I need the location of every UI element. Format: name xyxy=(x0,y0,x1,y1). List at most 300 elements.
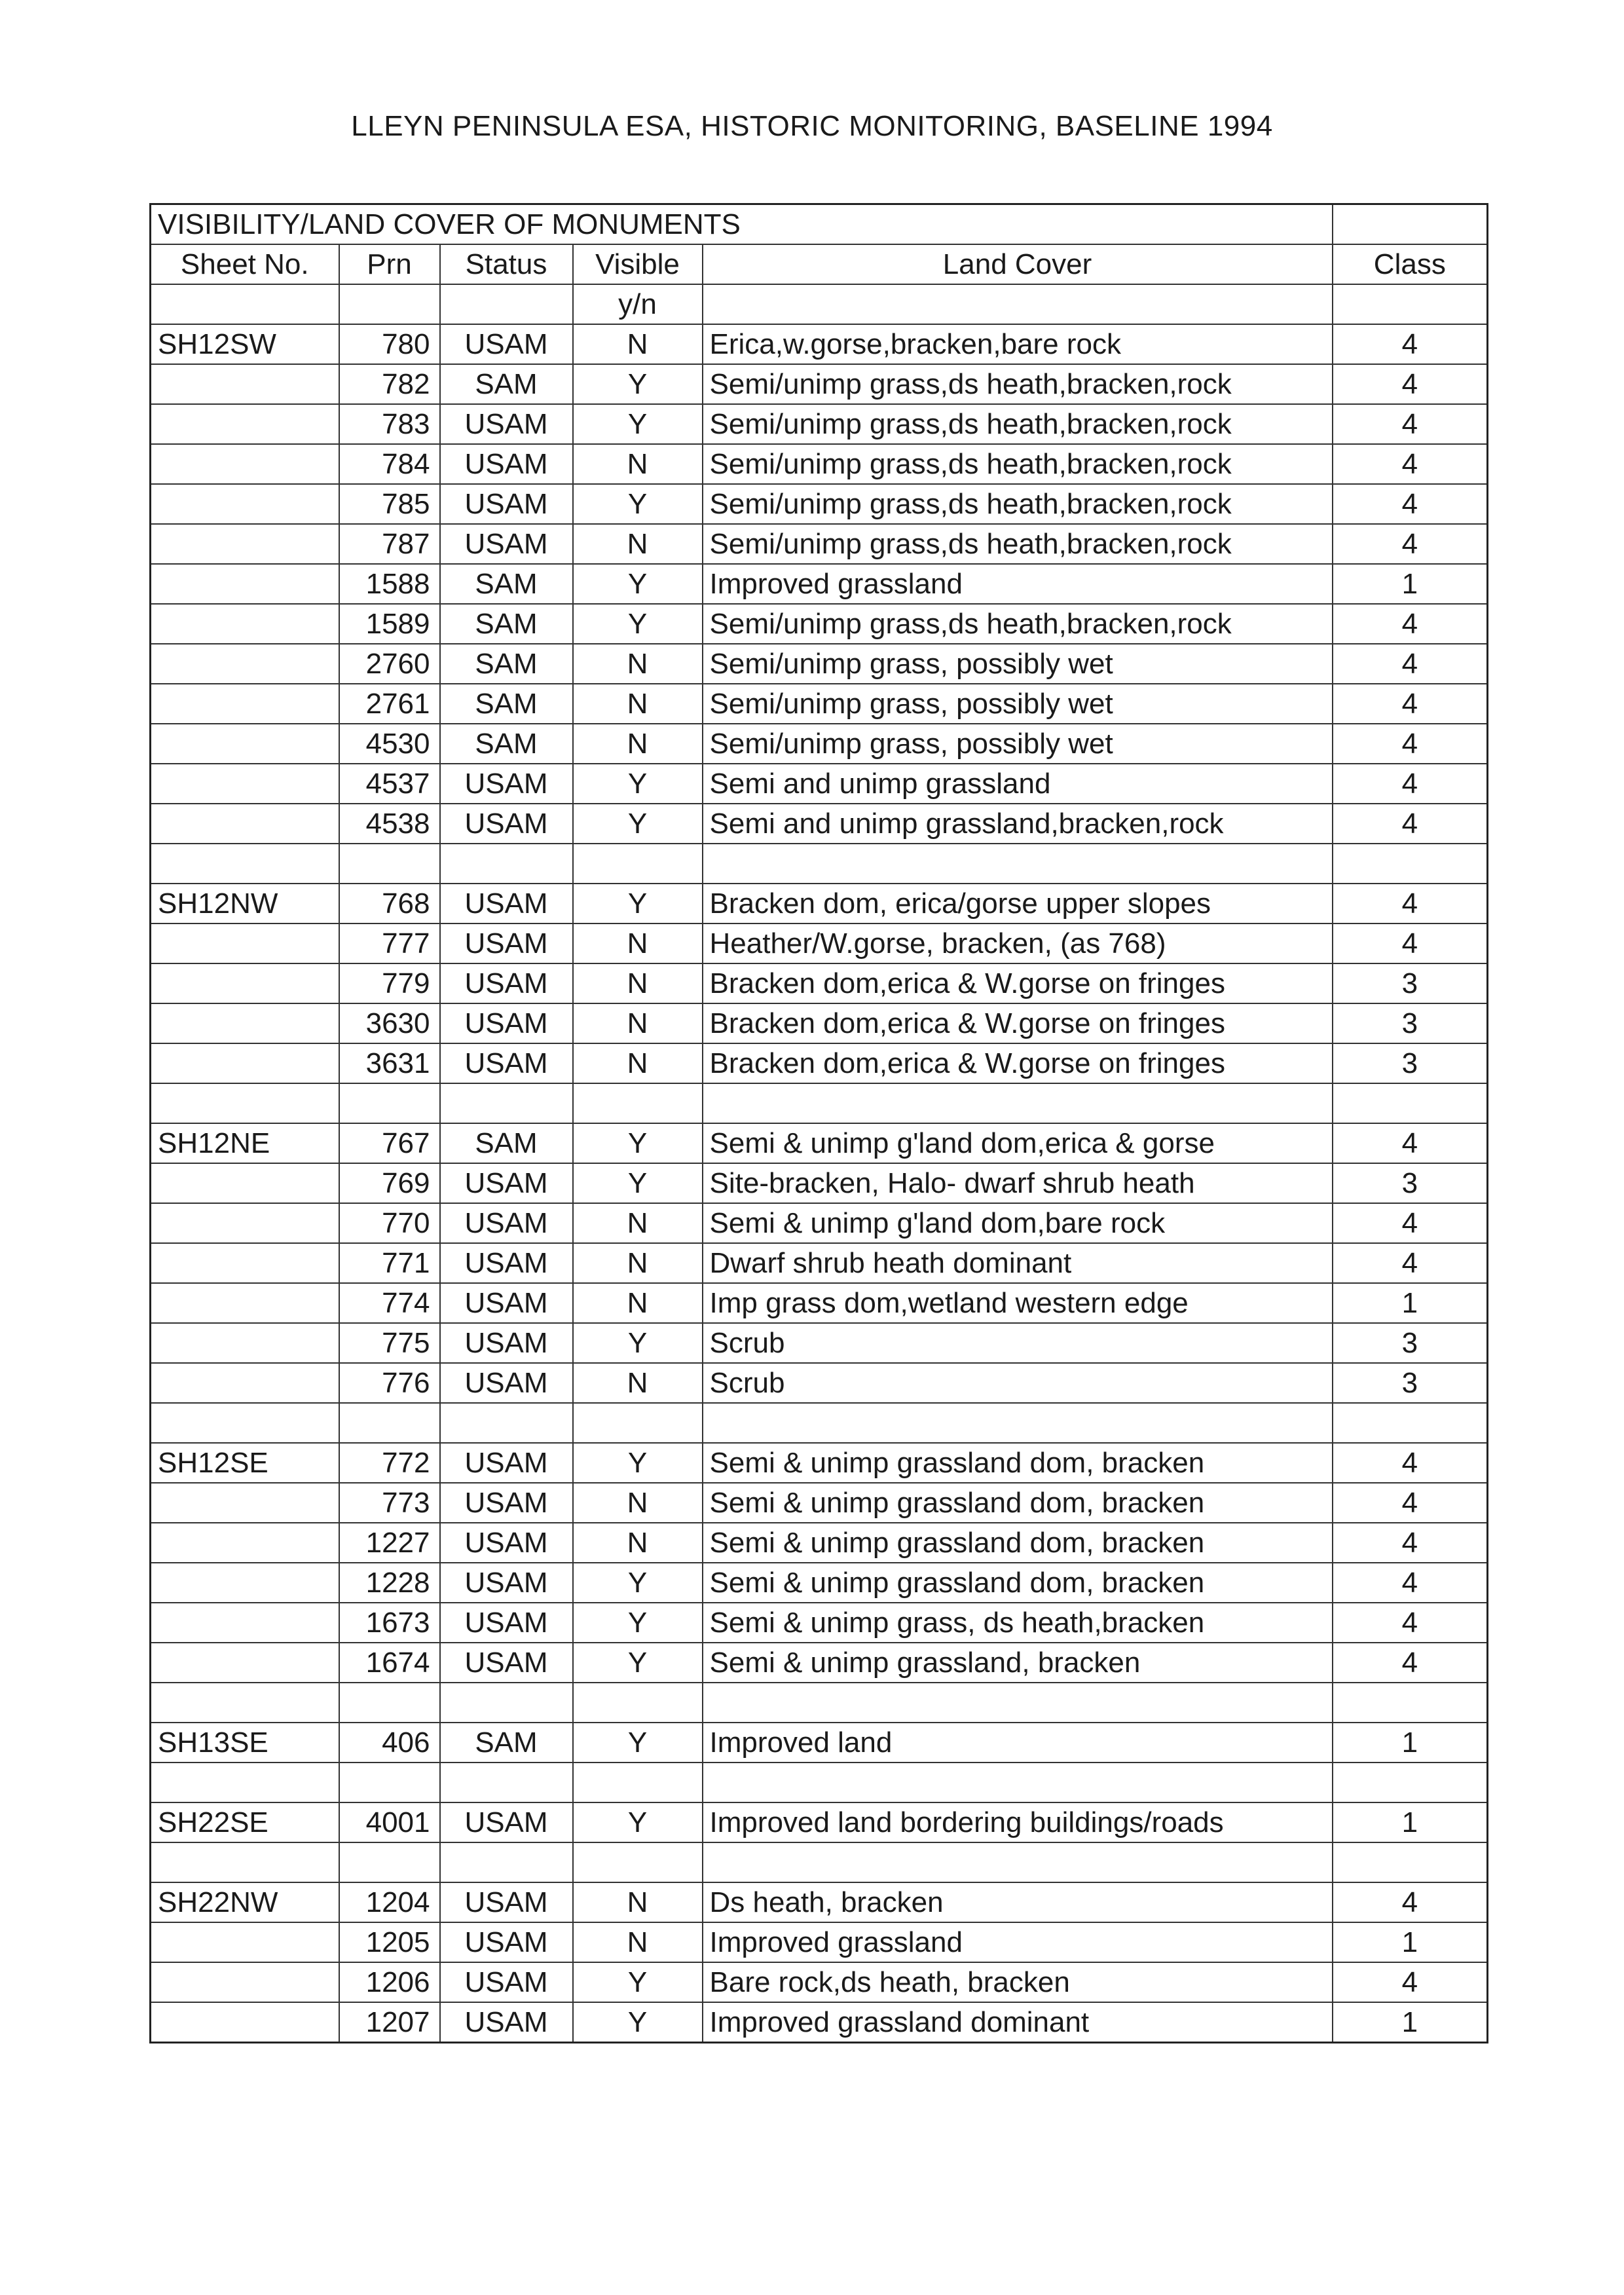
cell-land-cover: Semi/unimp grass,ds heath,bracken,rock xyxy=(703,404,1333,444)
cell-status: SAM xyxy=(440,1123,573,1163)
cell-sheet-no: SH12SE xyxy=(151,1443,339,1483)
cell-status xyxy=(440,1083,573,1123)
table-row xyxy=(151,484,1488,524)
cell-visible: Y xyxy=(573,1443,703,1483)
table-row xyxy=(151,804,1488,844)
cell-prn: 1227 xyxy=(339,1523,440,1563)
cell-sheet-no xyxy=(151,524,339,564)
cell-sheet-no xyxy=(151,1363,339,1403)
table-row xyxy=(151,1443,1488,1483)
cell-class: 3 xyxy=(1333,1323,1488,1363)
cell-visible: N xyxy=(573,1363,703,1403)
cell-prn xyxy=(339,1842,440,1882)
cell-prn: 1205 xyxy=(339,1922,440,1962)
cell-status: USAM xyxy=(440,1203,573,1243)
cell-sheet-no xyxy=(151,1483,339,1523)
cell-status: SAM xyxy=(440,364,573,404)
table-row xyxy=(151,764,1488,804)
cell-prn xyxy=(339,844,440,884)
cell-class: 4 xyxy=(1333,1243,1488,1283)
cell-land-cover: Semi/unimp grass,ds heath,bracken,rock xyxy=(703,604,1333,644)
cell-prn: 1204 xyxy=(339,1882,440,1922)
cell-class xyxy=(1333,1763,1488,1802)
table-spacer-row xyxy=(151,844,1488,884)
cell-class: 4 xyxy=(1333,1962,1488,2002)
cell-visible: Y xyxy=(573,404,703,444)
cell-sheet-no xyxy=(151,844,339,884)
cell-visible: N xyxy=(573,1523,703,1563)
cell-land-cover xyxy=(703,1683,1333,1723)
table-row xyxy=(151,1603,1488,1643)
cell-visible xyxy=(573,1083,703,1123)
cell-prn xyxy=(339,1763,440,1802)
cell-prn: 4537 xyxy=(339,764,440,804)
cell-class: 4 xyxy=(1333,1523,1488,1563)
cell-visible: N xyxy=(573,724,703,764)
cell-land-cover: Semi & unimp g'land dom,bare rock xyxy=(703,1203,1333,1243)
cell-land-cover: Bracken dom, erica/gorse upper slopes xyxy=(703,884,1333,924)
cell-prn: 1673 xyxy=(339,1603,440,1643)
cell-visible xyxy=(573,844,703,884)
cell-class: 4 xyxy=(1333,484,1488,524)
cell-visible: Y xyxy=(573,1643,703,1683)
cell-class: 4 xyxy=(1333,604,1488,644)
cell-visible xyxy=(573,1683,703,1723)
cell-class: 4 xyxy=(1333,884,1488,924)
cell-land-cover: Semi & unimp grassland dom, bracken xyxy=(703,1443,1333,1483)
cell-visible: N xyxy=(573,444,703,484)
cell-sheet-no: SH12SW xyxy=(151,324,339,364)
cell-prn: 4538 xyxy=(339,804,440,844)
cell-status: SAM xyxy=(440,724,573,764)
cell-prn: 1589 xyxy=(339,604,440,644)
cell-status: USAM xyxy=(440,524,573,564)
cell-status: SAM xyxy=(440,604,573,644)
cell-sheet-no: SH13SE xyxy=(151,1723,339,1763)
cell-land-cover xyxy=(703,1842,1333,1882)
cell-land-cover: Scrub xyxy=(703,1363,1333,1403)
cell-class xyxy=(1333,1683,1488,1723)
table-row xyxy=(151,404,1488,444)
cell-land-cover: Improved grassland xyxy=(703,1922,1333,1962)
cell-land-cover: Semi/unimp grass, possibly wet xyxy=(703,724,1333,764)
cell-visible: Y xyxy=(573,1962,703,2002)
cell-sheet-no xyxy=(151,1043,339,1083)
cell-sheet-no xyxy=(151,1163,339,1203)
table-row xyxy=(151,1962,1488,2002)
cell-prn: 2760 xyxy=(339,644,440,684)
table-row xyxy=(151,684,1488,724)
table-spacer-row xyxy=(151,1842,1488,1882)
table-row xyxy=(151,324,1488,364)
cell-prn: 3630 xyxy=(339,1003,440,1043)
cell-sheet-no xyxy=(151,1523,339,1563)
cell-land-cover xyxy=(703,844,1333,884)
cell-status: USAM xyxy=(440,1603,573,1643)
cell-class: 4 xyxy=(1333,684,1488,724)
cell-visible: Y xyxy=(573,1802,703,1842)
table-caption-row xyxy=(151,204,1488,245)
cell-status: USAM xyxy=(440,1643,573,1683)
cell-prn: 769 xyxy=(339,1163,440,1203)
cell-class: 3 xyxy=(1333,1163,1488,1203)
cell-prn: 774 xyxy=(339,1283,440,1323)
cell-land-cover: Imp grass dom,wetland western edge xyxy=(703,1283,1333,1323)
cell-status: USAM xyxy=(440,2002,573,2043)
cell-class: 4 xyxy=(1333,1643,1488,1683)
cell-sheet-no xyxy=(151,364,339,404)
cell-prn: 1206 xyxy=(339,1962,440,2002)
header-land-cover: Land Cover xyxy=(703,244,1333,284)
table-row xyxy=(151,1163,1488,1203)
cell-sheet-no xyxy=(151,484,339,524)
cell-sheet-no xyxy=(151,1563,339,1603)
cell-prn: 776 xyxy=(339,1363,440,1403)
cell-status: USAM xyxy=(440,484,573,524)
table-spacer-row xyxy=(151,1683,1488,1723)
cell-prn xyxy=(339,1403,440,1443)
cell-class: 4 xyxy=(1333,764,1488,804)
cell-class xyxy=(1333,1403,1488,1443)
cell-status xyxy=(440,1683,573,1723)
cell-sheet-no xyxy=(151,804,339,844)
cell-prn: 777 xyxy=(339,924,440,963)
cell-sheet-no xyxy=(151,604,339,644)
table-row xyxy=(151,1483,1488,1523)
cell-status xyxy=(440,1763,573,1802)
cell-visible: Y xyxy=(573,1723,703,1763)
cell-sheet-no: SH22NW xyxy=(151,1882,339,1922)
cell-land-cover: Semi/unimp grass, possibly wet xyxy=(703,684,1333,724)
cell-land-cover xyxy=(703,1403,1333,1443)
cell-land-cover: Site-bracken, Halo- dwarf shrub heath xyxy=(703,1163,1333,1203)
table-row xyxy=(151,1643,1488,1683)
table-spacer-row xyxy=(151,1763,1488,1802)
cell-visible xyxy=(573,1842,703,1882)
cell-class: 1 xyxy=(1333,2002,1488,2043)
cell-prn: 2761 xyxy=(339,684,440,724)
cell-prn: 4530 xyxy=(339,724,440,764)
table-row xyxy=(151,1723,1488,1763)
table-row xyxy=(151,1323,1488,1363)
header-status: Status xyxy=(440,244,573,284)
cell-land-cover: Dwarf shrub heath dominant xyxy=(703,1243,1333,1283)
cell-land-cover: Improved grassland dominant xyxy=(703,2002,1333,2043)
table-row xyxy=(151,1043,1488,1083)
header-sheet-no: Sheet No. xyxy=(151,244,339,284)
table-row xyxy=(151,1363,1488,1403)
cell-prn: 1228 xyxy=(339,1563,440,1603)
cell-status: USAM xyxy=(440,1003,573,1043)
table-row xyxy=(151,1922,1488,1962)
cell-sheet-no xyxy=(151,1323,339,1363)
cell-prn: 772 xyxy=(339,1443,440,1483)
cell-land-cover: Erica,w.gorse,bracken,bare rock xyxy=(703,324,1333,364)
cell-sheet-no xyxy=(151,1962,339,2002)
cell-visible: Y xyxy=(573,604,703,644)
table-header-row xyxy=(151,244,1488,284)
header-visible: Visible xyxy=(573,244,703,284)
cell-class: 4 xyxy=(1333,404,1488,444)
cell-land-cover: Improved grassland xyxy=(703,564,1333,604)
cell-sheet-no xyxy=(151,1283,339,1323)
cell-visible: N xyxy=(573,963,703,1003)
table-row xyxy=(151,963,1488,1003)
cell-status xyxy=(440,1403,573,1443)
cell-class: 4 xyxy=(1333,804,1488,844)
cell-class: 4 xyxy=(1333,1483,1488,1523)
cell-visible: Y xyxy=(573,484,703,524)
cell-land-cover xyxy=(703,1083,1333,1123)
cell-status: USAM xyxy=(440,1163,573,1203)
cell-land-cover: Semi/unimp grass,ds heath,bracken,rock xyxy=(703,444,1333,484)
cell-land-cover: Semi & unimp grassland dom, bracken xyxy=(703,1523,1333,1563)
cell-status: USAM xyxy=(440,1443,573,1483)
cell-land-cover: Semi and unimp grassland xyxy=(703,764,1333,804)
cell-status: SAM xyxy=(440,644,573,684)
cell-visible: Y xyxy=(573,884,703,924)
cell-visible: N xyxy=(573,324,703,364)
cell-status: USAM xyxy=(440,963,573,1003)
cell-class: 4 xyxy=(1333,524,1488,564)
cell-class: 3 xyxy=(1333,1003,1488,1043)
cell-class: 4 xyxy=(1333,1443,1488,1483)
cell-land-cover: Semi & unimp grass, ds heath,bracken xyxy=(703,1603,1333,1643)
header-sub-empty-cell xyxy=(339,284,440,324)
cell-sheet-no xyxy=(151,1842,339,1882)
cell-visible: N xyxy=(573,1003,703,1043)
cell-sheet-no xyxy=(151,1203,339,1243)
table-caption: VISIBILITY/LAND COVER OF MONUMENTS xyxy=(151,204,1333,245)
cell-land-cover: Semi/unimp grass,ds heath,bracken,rock xyxy=(703,364,1333,404)
table-header-subrow xyxy=(151,284,1488,324)
cell-land-cover: Bracken dom,erica & W.gorse on fringes xyxy=(703,963,1333,1003)
cell-land-cover: Semi & unimp grassland dom, bracken xyxy=(703,1483,1333,1523)
cell-visible: N xyxy=(573,1922,703,1962)
header-sub-empty-cell xyxy=(1333,284,1488,324)
cell-prn: 779 xyxy=(339,963,440,1003)
cell-land-cover: Bracken dom,erica & W.gorse on fringes xyxy=(703,1043,1333,1083)
cell-sheet-no: SH22SE xyxy=(151,1802,339,1842)
cell-visible: Y xyxy=(573,764,703,804)
cell-sheet-no xyxy=(151,1603,339,1643)
cell-land-cover: Improved land xyxy=(703,1723,1333,1763)
cell-class: 4 xyxy=(1333,324,1488,364)
cell-status: USAM xyxy=(440,924,573,963)
cell-status: USAM xyxy=(440,804,573,844)
cell-status: USAM xyxy=(440,1922,573,1962)
cell-prn: 787 xyxy=(339,524,440,564)
cell-status: USAM xyxy=(440,1523,573,1563)
cell-class: 1 xyxy=(1333,1723,1488,1763)
cell-class: 4 xyxy=(1333,924,1488,963)
cell-status xyxy=(440,1842,573,1882)
table-row xyxy=(151,644,1488,684)
cell-land-cover: Semi & unimp g'land dom,erica & gorse xyxy=(703,1123,1333,1163)
cell-prn: 768 xyxy=(339,884,440,924)
header-sub-empty-cell xyxy=(151,284,339,324)
cell-class: 3 xyxy=(1333,1043,1488,1083)
cell-class: 3 xyxy=(1333,963,1488,1003)
table-row xyxy=(151,1123,1488,1163)
cell-prn: 4001 xyxy=(339,1802,440,1842)
cell-status: USAM xyxy=(440,1882,573,1922)
cell-prn: 780 xyxy=(339,324,440,364)
table-spacer-row xyxy=(151,1083,1488,1123)
page-title: LLEYN PENINSULA ESA, HISTORIC MONITORING, BASELINE 1994 xyxy=(351,110,1273,142)
header-prn: Prn xyxy=(339,244,440,284)
table-row xyxy=(151,1283,1488,1323)
cell-class: 4 xyxy=(1333,644,1488,684)
cell-visible: N xyxy=(573,684,703,724)
cell-sheet-no xyxy=(151,644,339,684)
cell-sheet-no xyxy=(151,1683,339,1723)
cell-prn: 406 xyxy=(339,1723,440,1763)
cell-sheet-no xyxy=(151,684,339,724)
cell-prn: 1674 xyxy=(339,1643,440,1683)
table-spacer-row xyxy=(151,1403,1488,1443)
cell-visible: Y xyxy=(573,1563,703,1603)
cell-visible: N xyxy=(573,924,703,963)
cell-sheet-no xyxy=(151,1003,339,1043)
cell-visible: N xyxy=(573,1243,703,1283)
cell-class xyxy=(1333,844,1488,884)
cell-visible: Y xyxy=(573,1123,703,1163)
cell-sheet-no xyxy=(151,1403,339,1443)
cell-sheet-no xyxy=(151,2002,339,2043)
cell-prn: 767 xyxy=(339,1123,440,1163)
cell-sheet-no xyxy=(151,1243,339,1283)
cell-class xyxy=(1333,1083,1488,1123)
cell-status: USAM xyxy=(440,1283,573,1323)
table-row xyxy=(151,1523,1488,1563)
cell-land-cover: Semi & unimp grassland, bracken xyxy=(703,1643,1333,1683)
table-row xyxy=(151,1243,1488,1283)
table-row xyxy=(151,1882,1488,1922)
cell-sheet-no xyxy=(151,404,339,444)
cell-visible: Y xyxy=(573,1323,703,1363)
cell-visible: N xyxy=(573,1043,703,1083)
cell-visible xyxy=(573,1763,703,1802)
cell-visible: Y xyxy=(573,1163,703,1203)
cell-class: 1 xyxy=(1333,1802,1488,1842)
table-row xyxy=(151,524,1488,564)
cell-class: 1 xyxy=(1333,564,1488,604)
cell-status: USAM xyxy=(440,1563,573,1603)
cell-sheet-no xyxy=(151,564,339,604)
cell-land-cover: Improved land bordering buildings/roads xyxy=(703,1802,1333,1842)
cell-status: USAM xyxy=(440,444,573,484)
cell-sheet-no xyxy=(151,1922,339,1962)
cell-prn: 785 xyxy=(339,484,440,524)
cell-sheet-no xyxy=(151,1083,339,1123)
cell-prn: 783 xyxy=(339,404,440,444)
cell-land-cover: Semi & unimp grassland dom, bracken xyxy=(703,1563,1333,1603)
cell-prn: 782 xyxy=(339,364,440,404)
cell-visible: N xyxy=(573,644,703,684)
table-row xyxy=(151,724,1488,764)
cell-class: 4 xyxy=(1333,1603,1488,1643)
cell-visible: Y xyxy=(573,364,703,404)
cell-visible: Y xyxy=(573,2002,703,2043)
header-class: Class xyxy=(1333,244,1488,284)
cell-status: USAM xyxy=(440,1802,573,1842)
cell-visible: N xyxy=(573,1283,703,1323)
header-sub-empty-cell xyxy=(440,284,573,324)
cell-prn: 773 xyxy=(339,1483,440,1523)
cell-visible: N xyxy=(573,1203,703,1243)
cell-status: USAM xyxy=(440,1043,573,1083)
cell-visible: N xyxy=(573,524,703,564)
cell-class xyxy=(1333,1842,1488,1882)
cell-land-cover: Bracken dom,erica & W.gorse on fringes xyxy=(703,1003,1333,1043)
cell-land-cover: Bare rock,ds heath, bracken xyxy=(703,1962,1333,2002)
cell-class: 4 xyxy=(1333,1882,1488,1922)
cell-class: 1 xyxy=(1333,1922,1488,1962)
cell-prn: 775 xyxy=(339,1323,440,1363)
table-row xyxy=(151,604,1488,644)
cell-status: SAM xyxy=(440,684,573,724)
cell-land-cover: Semi/unimp grass,ds heath,bracken,rock xyxy=(703,484,1333,524)
cell-class: 3 xyxy=(1333,1363,1488,1403)
table-row xyxy=(151,444,1488,484)
cell-sheet-no xyxy=(151,764,339,804)
cell-status: USAM xyxy=(440,324,573,364)
cell-prn: 1588 xyxy=(339,564,440,604)
cell-status: SAM xyxy=(440,1723,573,1763)
cell-visible: N xyxy=(573,1483,703,1523)
cell-sheet-no xyxy=(151,1763,339,1802)
cell-status: USAM xyxy=(440,1962,573,2002)
cell-land-cover: Semi/unimp grass,ds heath,bracken,rock xyxy=(703,524,1333,564)
cell-class: 4 xyxy=(1333,1563,1488,1603)
header-sub-empty-cell xyxy=(703,284,1333,324)
table-row xyxy=(151,1563,1488,1603)
cell-visible: N xyxy=(573,1882,703,1922)
table-caption-empty-cell xyxy=(1333,204,1488,245)
cell-status xyxy=(440,844,573,884)
cell-land-cover: Semi/unimp grass, possibly wet xyxy=(703,644,1333,684)
cell-sheet-no: SH12NW xyxy=(151,884,339,924)
table-row xyxy=(151,1802,1488,1842)
header-visible-sub: y/n xyxy=(573,284,703,324)
table-row xyxy=(151,1003,1488,1043)
cell-land-cover: Ds heath, bracken xyxy=(703,1882,1333,1922)
table-row xyxy=(151,924,1488,963)
cell-sheet-no xyxy=(151,1643,339,1683)
cell-land-cover: Semi and unimp grassland,bracken,rock xyxy=(703,804,1333,844)
cell-land-cover: Scrub xyxy=(703,1323,1333,1363)
cell-class: 4 xyxy=(1333,1203,1488,1243)
cell-prn: 770 xyxy=(339,1203,440,1243)
table-row xyxy=(151,1203,1488,1243)
cell-prn: 1207 xyxy=(339,2002,440,2043)
cell-sheet-no xyxy=(151,724,339,764)
cell-status: USAM xyxy=(440,1483,573,1523)
cell-visible: Y xyxy=(573,564,703,604)
cell-visible xyxy=(573,1403,703,1443)
monuments-table xyxy=(149,203,1488,2043)
cell-status: USAM xyxy=(440,764,573,804)
cell-prn: 3631 xyxy=(339,1043,440,1083)
cell-class: 4 xyxy=(1333,444,1488,484)
cell-prn: 771 xyxy=(339,1243,440,1283)
cell-sheet-no xyxy=(151,924,339,963)
cell-status: USAM xyxy=(440,1363,573,1403)
table-row xyxy=(151,564,1488,604)
cell-land-cover: Heather/W.gorse, bracken, (as 768) xyxy=(703,924,1333,963)
cell-prn: 784 xyxy=(339,444,440,484)
